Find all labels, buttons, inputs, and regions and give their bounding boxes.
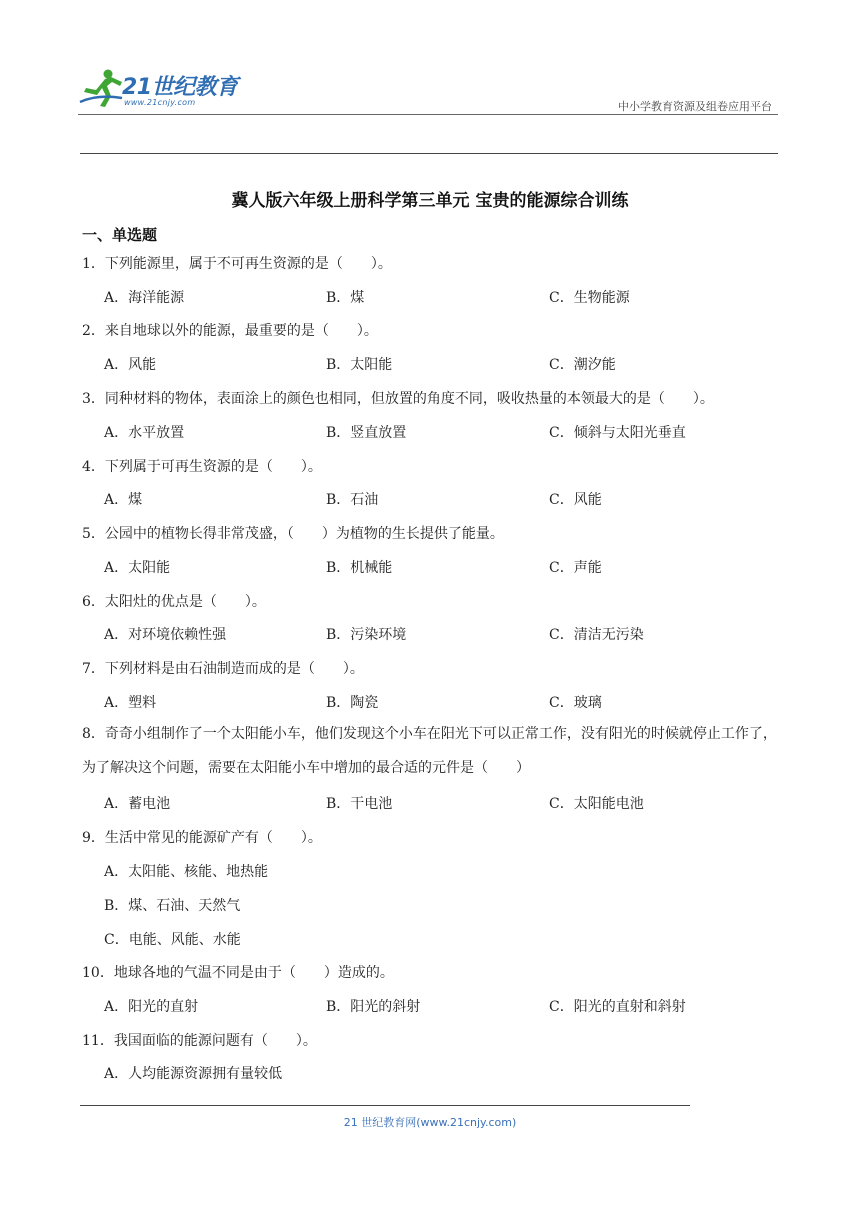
- section-heading: 一、单选题: [82, 226, 158, 244]
- option-c[interactable]: C．潮汐能: [549, 357, 616, 373]
- option-b[interactable]: B．阳光的斜射: [326, 999, 421, 1015]
- option-c[interactable]: C．玻璃: [549, 695, 602, 711]
- page-header: [78, 64, 778, 116]
- option-b[interactable]: B．太阳能: [326, 357, 393, 373]
- option-b[interactable]: B．陶瓷: [326, 695, 379, 711]
- option-a[interactable]: A．太阳能: [104, 560, 171, 576]
- question-stem: 11．我国面临的能源问题有（ ）。: [82, 1033, 317, 1049]
- question-stem: 4．下列属于可再生资源的是（ ）。: [82, 459, 322, 475]
- option-b[interactable]: B．竖直放置: [326, 425, 407, 441]
- logo-url-text: www.21cnjy.com: [124, 98, 196, 107]
- option-c[interactable]: C．电能、风能、水能: [104, 932, 241, 948]
- option-a[interactable]: A．太阳能、核能、地热能: [104, 864, 269, 880]
- option-c[interactable]: C．倾斜与太阳光垂直: [549, 425, 686, 441]
- option-a[interactable]: A．塑料: [104, 695, 157, 711]
- option-a[interactable]: A．海洋能源: [104, 290, 185, 306]
- option-c[interactable]: C．生物能源: [549, 290, 630, 306]
- question-stem: 8．奇奇小组制作了一个太阳能小车，他们发现这个小车在阳光下可以正常工作，没有阳光的时候就停止工作了，为了解决这个问题，需要在太阳能小车中增加的最合适的元件是（ ）: [82, 726, 777, 776]
- question-stem: 6．太阳灶的优点是（ ）。: [82, 594, 266, 610]
- option-b[interactable]: B．污染环境: [326, 627, 407, 643]
- top-rule: [80, 153, 778, 154]
- option-a[interactable]: A．蓄电池: [104, 796, 171, 812]
- question-stem: 1．下列能源里，属于不可再生资源的是（ ）。: [82, 256, 392, 272]
- question-stem: 3．同种材料的物体，表面涂上的颜色也相同，但放置的角度不同，吸收热量的本领最大的是（ ）。: [82, 391, 714, 407]
- option-c[interactable]: C．阳光的直射和斜射: [549, 999, 686, 1015]
- question-stem: 10．地球各地的气温不同是由于（ ）造成的。: [82, 965, 394, 981]
- option-c[interactable]: C．清洁无污染: [549, 627, 644, 643]
- option-b[interactable]: B．石油: [326, 492, 379, 508]
- runner-icon: [78, 68, 124, 108]
- option-b[interactable]: B．干电池: [326, 796, 393, 812]
- option-c[interactable]: C．太阳能电池: [549, 796, 644, 812]
- question-stem: 5．公园中的植物长得非常茂盛，（ ）为植物的生长提供了能量。: [82, 526, 504, 542]
- option-c[interactable]: C．声能: [549, 560, 602, 576]
- option-b[interactable]: B．煤: [326, 290, 365, 306]
- option-a[interactable]: A．对环境依赖性强: [104, 627, 227, 643]
- document-title: 冀人版六年级上册科学第三单元 宝贵的能源综合训练: [231, 191, 629, 211]
- platform-tagline: 中小学教育资源及组卷应用平台: [618, 100, 772, 113]
- option-a[interactable]: A．风能: [104, 357, 157, 373]
- question-stem: 2．来自地球以外的能源，最重要的是（ ）。: [82, 323, 378, 339]
- footer-link[interactable]: 21 世纪教育网(www.21cnjy.com): [343, 1116, 517, 1129]
- option-a[interactable]: A．人均能源资源拥有量较低: [104, 1066, 283, 1082]
- option-a[interactable]: A．阳光的直射: [104, 999, 199, 1015]
- question-stem: 9．生活中常见的能源矿产有（ ）。: [82, 830, 322, 846]
- site-logo[interactable]: [78, 68, 248, 116]
- option-b[interactable]: B．机械能: [326, 560, 393, 576]
- logo-brand-text: 21世纪教育: [122, 75, 238, 100]
- footer-divider: [80, 1105, 690, 1106]
- question-stem: 7．下列材料是由石油制造而成的是（ ）。: [82, 661, 364, 677]
- header-divider: [78, 114, 778, 115]
- option-a[interactable]: A．煤: [104, 492, 143, 508]
- option-a[interactable]: A．水平放置: [104, 425, 185, 441]
- option-c[interactable]: C．风能: [549, 492, 602, 508]
- option-b[interactable]: B．煤、石油、天然气: [104, 898, 241, 914]
